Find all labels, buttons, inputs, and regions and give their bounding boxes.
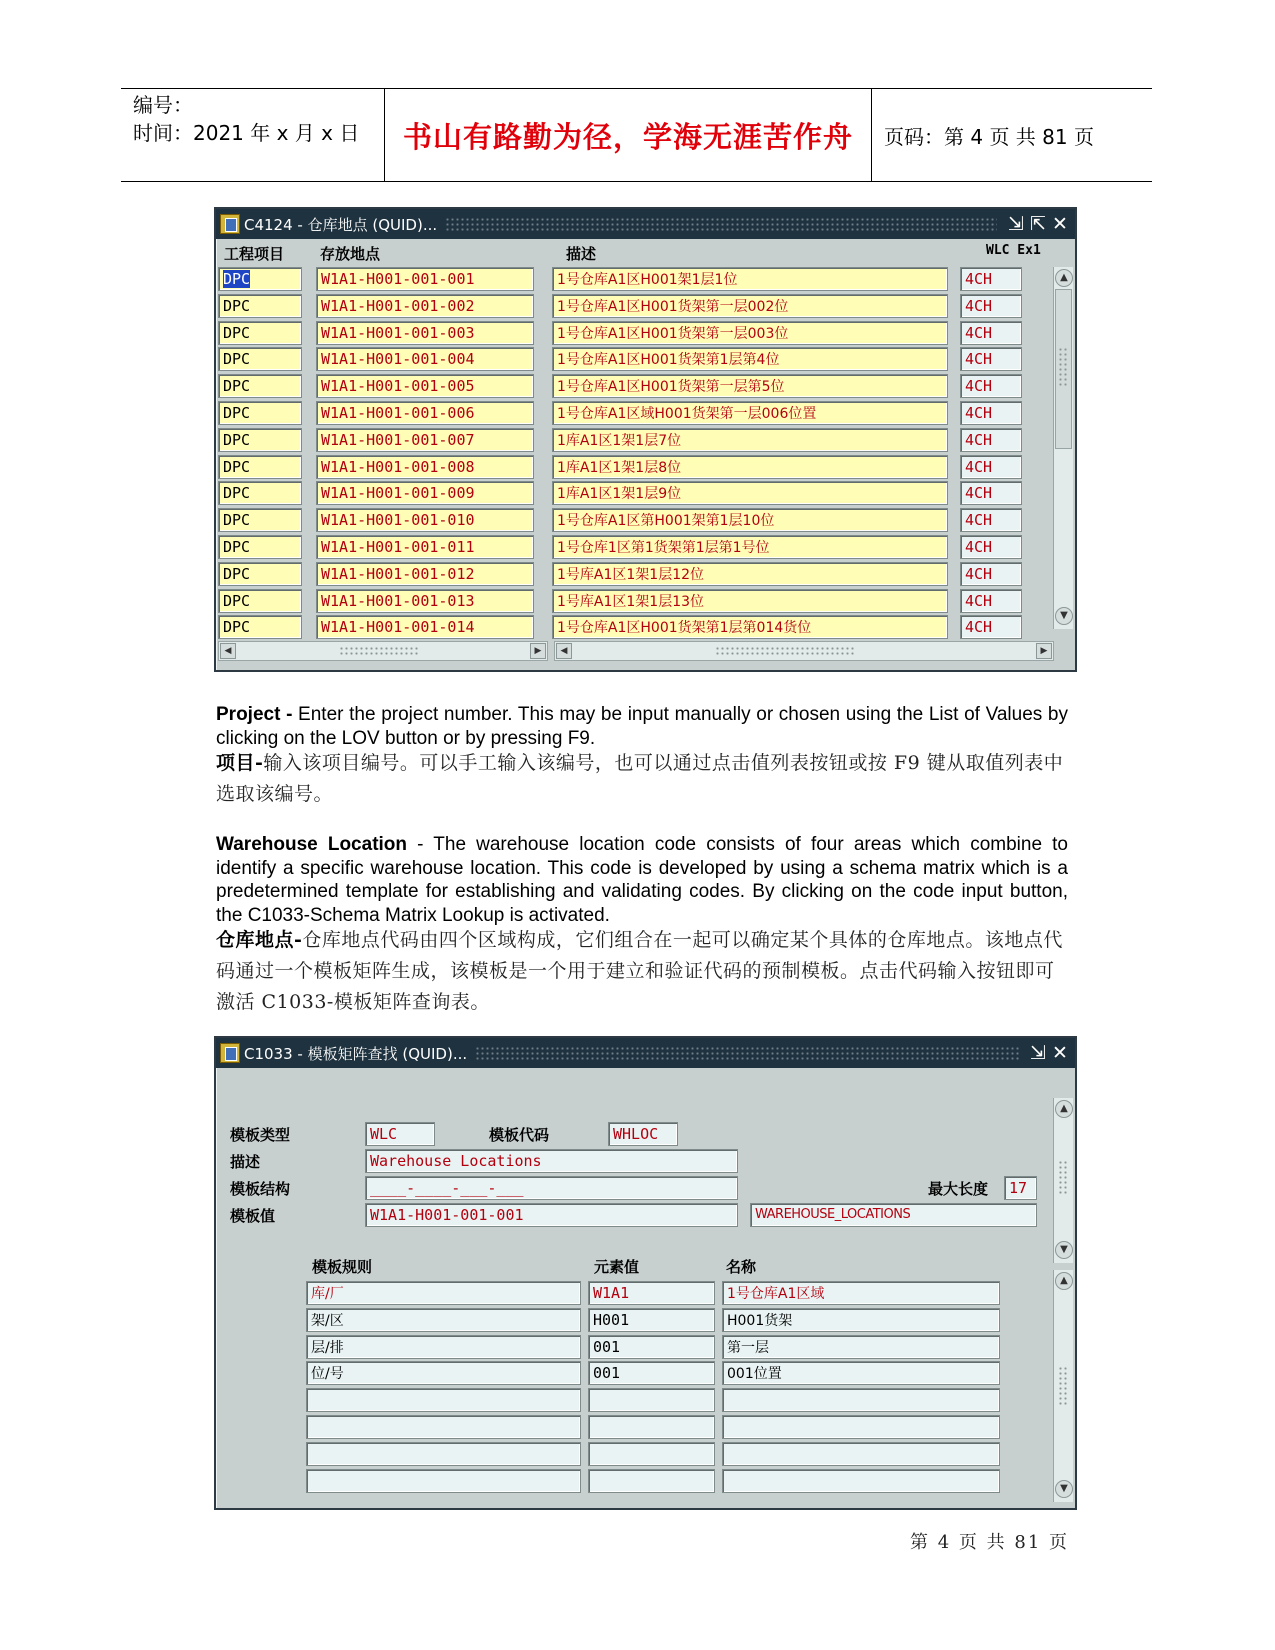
location-cell-text: W1A1-H001-001-011: [321, 538, 475, 556]
description-field[interactable]: Warehouse Locations: [365, 1149, 738, 1173]
description-cell-text: 1号库A1区1架1层13位: [557, 593, 705, 610]
location-cell[interactable]: [316, 615, 534, 639]
location-cell-text: W1A1-H001-001-003: [321, 323, 475, 342]
project-cell-text: DPC: [223, 270, 251, 288]
project-cn-term: 项目-: [216, 752, 264, 774]
name-cell-text: 1号仓库A1区域: [727, 1286, 825, 1302]
name-cell-text: 第一层: [727, 1339, 769, 1356]
element-cell[interactable]: [588, 1281, 715, 1305]
description-cell-text: 1号仓库A1区H001货架第一层002位: [557, 298, 789, 315]
wlc-cell[interactable]: [960, 615, 1022, 639]
name-cell[interactable]: [722, 1415, 1000, 1439]
description-cell-text: 1号仓库A1区H001货架第1层第014货位: [557, 620, 812, 637]
vertical-scrollbar[interactable]: [1053, 267, 1073, 629]
rule-cell[interactable]: [306, 1335, 581, 1359]
header-scrollbar[interactable]: [1053, 1098, 1073, 1263]
project-cell-text: DPC: [223, 484, 251, 503]
header-time: 时间：2021 年 x 月 x 日: [133, 121, 360, 145]
project-cell[interactable]: [218, 428, 302, 452]
description-cell-text: 1库A1区1架1层8位: [557, 459, 682, 476]
project-cell[interactable]: [218, 455, 302, 479]
element-cell[interactable]: [588, 1361, 715, 1385]
description-cell-text: 1号仓库A1区第H001架第1层10位: [557, 513, 775, 530]
description-cell-text: 1号仓库A1区H001架1层1位: [557, 272, 738, 288]
element-cell[interactable]: [588, 1308, 715, 1332]
window-title: C4124 - 仓库地点 (QUID)...: [244, 215, 438, 234]
wlc-cell-text: 4CH: [965, 377, 993, 396]
close-icon[interactable]: ✕: [1052, 1042, 1068, 1064]
rule-cell[interactable]: [306, 1281, 581, 1305]
project-cell-text: DPC: [223, 430, 251, 449]
template-type-label: 模板类型: [230, 1126, 291, 1144]
wlc-cell-text: 4CH: [965, 457, 993, 476]
warehouse-term: Warehouse Location: [216, 834, 408, 855]
scroll-grip: [715, 646, 855, 656]
titlebar-pattern: [445, 217, 997, 231]
header-page-info: 页码：第 4 页 共 81 页: [884, 124, 1094, 149]
maximize-icon[interactable]: ⇱: [1030, 213, 1046, 235]
location-cell-text: W1A1-H001-001-008: [321, 457, 475, 476]
project-cell[interactable]: [218, 615, 302, 639]
window-titlebar[interactable]: [216, 1038, 1075, 1068]
name-cell[interactable]: [722, 1308, 1000, 1332]
rule-cell[interactable]: [306, 1469, 581, 1493]
max-length-label: 最大长度: [928, 1180, 989, 1198]
grid-scrollbar[interactable]: [1053, 1270, 1073, 1502]
description-cell[interactable]: [552, 374, 948, 398]
location-cell[interactable]: [316, 535, 534, 559]
rule-cell-text: 位/号: [311, 1366, 344, 1383]
rule-cell[interactable]: [306, 1442, 581, 1466]
project-en-paragraph: [216, 703, 1068, 750]
scroll-up-icon[interactable]: ▲: [1055, 269, 1073, 287]
description-cell-text: 1号仓库A1区域H001货架第一层006位置: [557, 406, 817, 422]
grid-header-element: 元素值: [594, 1258, 640, 1276]
location-cell-text: W1A1-H001-001-012: [321, 564, 475, 583]
project-cell-text: DPC: [223, 618, 251, 637]
app-icon: [220, 1043, 240, 1063]
location-cell-text: W1A1-H001-001-007: [321, 430, 475, 449]
project-cell[interactable]: [218, 589, 302, 613]
template-value-name-field[interactable]: WAREHOUSE_LOCATIONS: [750, 1203, 1037, 1227]
page-header: [121, 88, 1152, 182]
description-cell[interactable]: [552, 401, 948, 425]
location-cell[interactable]: [316, 347, 534, 371]
wlc-cell[interactable]: [960, 455, 1022, 479]
warehouse-en-text: - The warehouse location code consists of four areas which combine to identify a specific warehouse location. This code is developed by using a schema matrix which is a predetermined template for establishing and validating codes. By clicking on the code input button, the C1033-Schema Matrix Lookup is activated.: [216, 834, 1068, 926]
project-cell[interactable]: [218, 321, 302, 345]
location-cell[interactable]: [316, 294, 534, 318]
location-cell[interactable]: [316, 401, 534, 425]
description-cell[interactable]: [552, 321, 948, 345]
template-code-field[interactable]: WHLOC: [608, 1122, 678, 1146]
description-cell[interactable]: [552, 589, 948, 613]
horizontal-scrollbar-left[interactable]: [218, 641, 548, 661]
location-cell-text: W1A1-H001-001-014: [321, 618, 475, 637]
description-cell[interactable]: [552, 294, 948, 318]
app-icon: [220, 214, 240, 234]
wlc-cell[interactable]: [960, 267, 1022, 291]
wlc-cell[interactable]: [960, 428, 1022, 452]
scroll-left-icon[interactable]: ◀: [556, 643, 572, 659]
rule-cell[interactable]: [306, 1308, 581, 1332]
location-cell-text: W1A1-H001-001-002: [321, 296, 475, 315]
wlc-cell-text: 4CH: [965, 430, 993, 449]
wlc-cell[interactable]: [960, 562, 1022, 586]
description-cell[interactable]: [552, 535, 948, 559]
project-cell[interactable]: [218, 374, 302, 398]
location-cell[interactable]: [316, 481, 534, 505]
wlc-cell-text: 4CH: [965, 323, 993, 342]
location-cell[interactable]: [316, 508, 534, 532]
element-cell[interactable]: [588, 1442, 715, 1466]
scroll-right-icon[interactable]: ▶: [530, 643, 546, 659]
scroll-up-icon[interactable]: ▲: [1055, 1100, 1073, 1118]
wlc-cell-text: 4CH: [965, 511, 993, 530]
scroll-down-icon[interactable]: ▼: [1055, 1480, 1073, 1498]
warehouse-cn-term: 仓库地点-: [216, 929, 303, 951]
schema-matrix-window: [214, 1036, 1077, 1510]
rule-cell[interactable]: [306, 1388, 581, 1412]
element-cell-text: H001: [593, 1310, 630, 1329]
location-cell[interactable]: [316, 428, 534, 452]
description-cell[interactable]: [552, 455, 948, 479]
project-cell[interactable]: [218, 294, 302, 318]
location-cell[interactable]: [316, 455, 534, 479]
wlc-cell[interactable]: [960, 294, 1022, 318]
wlc-cell-text: 4CH: [965, 618, 993, 637]
rule-cell-text: 库/厂: [311, 1286, 344, 1302]
wlc-cell-text: 4CH: [965, 564, 993, 583]
wlc-cell-text: 4CH: [965, 270, 993, 288]
description-cell[interactable]: [552, 347, 948, 371]
scroll-down-icon[interactable]: ▼: [1055, 1241, 1073, 1259]
description-cell-text: 1库A1区1架1层9位: [557, 486, 682, 503]
project-cell-text: DPC: [223, 538, 251, 556]
warehouse-location-window: [214, 207, 1077, 672]
window-titlebar[interactable]: [216, 209, 1075, 239]
close-icon[interactable]: ✕: [1052, 213, 1068, 235]
project-en-text: Enter the project number. This may be input manually or chosen using the List of Values by clicking on the LOV button or by pressing F9.: [216, 704, 1068, 749]
location-cell-text: W1A1-H001-001-004: [321, 350, 475, 369]
project-cell[interactable]: [218, 267, 302, 291]
description-cell-text: 1库A1区1架1层7位: [557, 432, 682, 449]
scroll-down-icon[interactable]: ▼: [1055, 607, 1073, 625]
location-cell[interactable]: [316, 589, 534, 613]
header-number: 编号：: [133, 93, 193, 117]
horizontal-scrollbar-right[interactable]: [554, 641, 1054, 661]
wlc-cell-text: 4CH: [965, 350, 993, 369]
description-cell-text: 1号仓库A1区H001货架第1层第4位: [557, 352, 780, 369]
description-cell-text: 1号仓库A1区H001货架第一层第5位: [557, 379, 785, 396]
project-cell-text: DPC: [223, 404, 251, 422]
project-cell-text: DPC: [223, 564, 251, 583]
location-cell-text: W1A1-H001-001-010: [321, 511, 475, 530]
project-cell-text: DPC: [223, 591, 251, 610]
minimize-icon[interactable]: ⇲: [1008, 213, 1024, 235]
warehouse-cn-text: 仓库地点代码由四个区域构成，它们组合在一起可以确定某个具体的仓库地点。该地点代码通过一个模板矩阵生成，该模板是一个用于建立和验证代码的预制模板。点击代码输入按钮即可激活 C1033-模板矩阵查询表。: [216, 929, 1063, 1013]
template-type-field[interactable]: WLC: [365, 1122, 435, 1146]
header-meta: [121, 89, 385, 181]
element-cell[interactable]: [588, 1469, 715, 1493]
element-cell-text: 001: [593, 1337, 621, 1356]
wlc-cell[interactable]: [960, 508, 1022, 532]
header-motto: 书山有路勤为径，学海无涯苦作舟: [385, 89, 872, 181]
name-cell[interactable]: [722, 1469, 1000, 1493]
wlc-cell[interactable]: [960, 401, 1022, 425]
wlc-cell-text: 4CH: [965, 484, 993, 503]
location-cell-text: W1A1-H001-001-001: [321, 270, 475, 288]
titlebar-pattern: [475, 1046, 1019, 1060]
description-cell[interactable]: [552, 562, 948, 586]
project-cn-paragraph: [216, 748, 1068, 810]
scroll-up-icon[interactable]: ▲: [1055, 1272, 1073, 1290]
project-cell[interactable]: [218, 562, 302, 586]
scroll-right-icon[interactable]: ▶: [1036, 643, 1052, 659]
name-cell[interactable]: [722, 1388, 1000, 1412]
location-cell-text: W1A1-H001-001-013: [321, 591, 475, 610]
location-cell[interactable]: [316, 562, 534, 586]
template-value-field[interactable]: W1A1-H001-001-001: [365, 1203, 738, 1227]
template-value-label: 模板值: [230, 1207, 276, 1225]
structure-field[interactable]: ____-____-___-___: [365, 1176, 738, 1200]
project-cell-text: DPC: [223, 457, 251, 476]
wlc-cell[interactable]: [960, 374, 1022, 398]
element-cell[interactable]: [588, 1335, 715, 1359]
column-header-wlc: WLC Ex1: [986, 243, 1041, 258]
wlc-cell[interactable]: [960, 321, 1022, 345]
wlc-cell-text: 4CH: [965, 591, 993, 610]
name-cell-text: 001位置: [727, 1366, 782, 1383]
location-cell[interactable]: [316, 374, 534, 398]
location-cell-text: W1A1-H001-001-009: [321, 484, 475, 503]
wlc-cell-text: 4CH: [965, 404, 993, 422]
wlc-cell[interactable]: [960, 481, 1022, 505]
wlc-cell-text: 4CH: [965, 296, 993, 315]
element-cell-text: W1A1: [593, 1284, 630, 1302]
wlc-cell[interactable]: [960, 347, 1022, 371]
project-cell-text: DPC: [223, 511, 251, 530]
grid-header-name: 名称: [726, 1258, 757, 1276]
project-cell-text: DPC: [223, 323, 251, 342]
warehouse-cn-paragraph: [216, 925, 1068, 1018]
column-header-description: 描述: [566, 245, 597, 263]
project-cell-text: DPC: [223, 377, 251, 396]
project-cell[interactable]: [218, 347, 302, 371]
scroll-left-icon[interactable]: ◀: [220, 643, 236, 659]
description-cell-text: 1号仓库A1区H001货架第一层003位: [557, 325, 789, 342]
structure-label: 模板结构: [230, 1180, 291, 1198]
description-cell[interactable]: [552, 267, 948, 291]
max-length-field[interactable]: 17: [1004, 1176, 1037, 1200]
project-cn-text: 输入该项目编号。可以手工输入该编号，也可以通过点击值列表按钮或按 F9 键从取值列表中选取该编号。: [216, 752, 1064, 805]
name-cell[interactable]: [722, 1281, 1000, 1305]
name-cell[interactable]: [722, 1361, 1000, 1385]
warehouse-en-paragraph: [216, 833, 1068, 927]
project-cell-text: DPC: [223, 350, 251, 369]
scroll-grip: [1058, 1366, 1068, 1406]
wlc-cell[interactable]: [960, 535, 1022, 559]
project-cell-text: DPC: [223, 296, 251, 315]
column-header-location: 存放地点: [320, 245, 381, 263]
wlc-cell[interactable]: [960, 589, 1022, 613]
scroll-grip: [339, 646, 419, 656]
description-cell[interactable]: [552, 615, 948, 639]
name-cell[interactable]: [722, 1442, 1000, 1466]
minimize-icon[interactable]: ⇲: [1030, 1042, 1046, 1064]
project-cell[interactable]: [218, 481, 302, 505]
wlc-cell-text: 4CH: [965, 538, 993, 556]
column-header-project: 工程项目: [224, 245, 285, 263]
project-cell[interactable]: [218, 508, 302, 532]
scroll-grip: [1058, 347, 1068, 387]
project-cell[interactable]: [218, 535, 302, 559]
location-cell-text: W1A1-H001-001-006: [321, 404, 475, 422]
name-cell-text: H001货架: [727, 1312, 793, 1329]
description-label: 描述: [230, 1153, 261, 1171]
template-code-label: 模板代码: [489, 1126, 550, 1144]
project-cell[interactable]: [218, 401, 302, 425]
description-cell[interactable]: [552, 481, 948, 505]
description-cell-text: 1号仓库1区第1货架第1层第1号位: [557, 540, 770, 556]
rule-cell-text: 层/排: [311, 1339, 344, 1356]
location-cell-text: W1A1-H001-001-005: [321, 377, 475, 396]
project-term: Project -: [216, 704, 293, 725]
element-cell[interactable]: [588, 1415, 715, 1439]
scroll-grip: [1058, 1160, 1068, 1196]
window-title: C1033 - 模板矩阵查找 (QUID)...: [244, 1044, 468, 1063]
location-cell[interactable]: [316, 321, 534, 345]
description-cell-text: 1号库A1区1架1层12位: [557, 566, 705, 583]
rule-cell-text: 架/区: [311, 1312, 344, 1329]
description-cell[interactable]: [552, 428, 948, 452]
name-cell[interactable]: [722, 1335, 1000, 1359]
element-cell-text: 001: [593, 1364, 621, 1383]
rule-cell[interactable]: [306, 1361, 581, 1385]
location-cell[interactable]: [316, 267, 534, 291]
grid-header-rule: 模板规则: [312, 1258, 373, 1276]
element-cell[interactable]: [588, 1388, 715, 1412]
page-footer: 第 4 页 共 81 页: [910, 1532, 1069, 1553]
description-cell[interactable]: [552, 508, 948, 532]
rule-cell[interactable]: [306, 1415, 581, 1439]
